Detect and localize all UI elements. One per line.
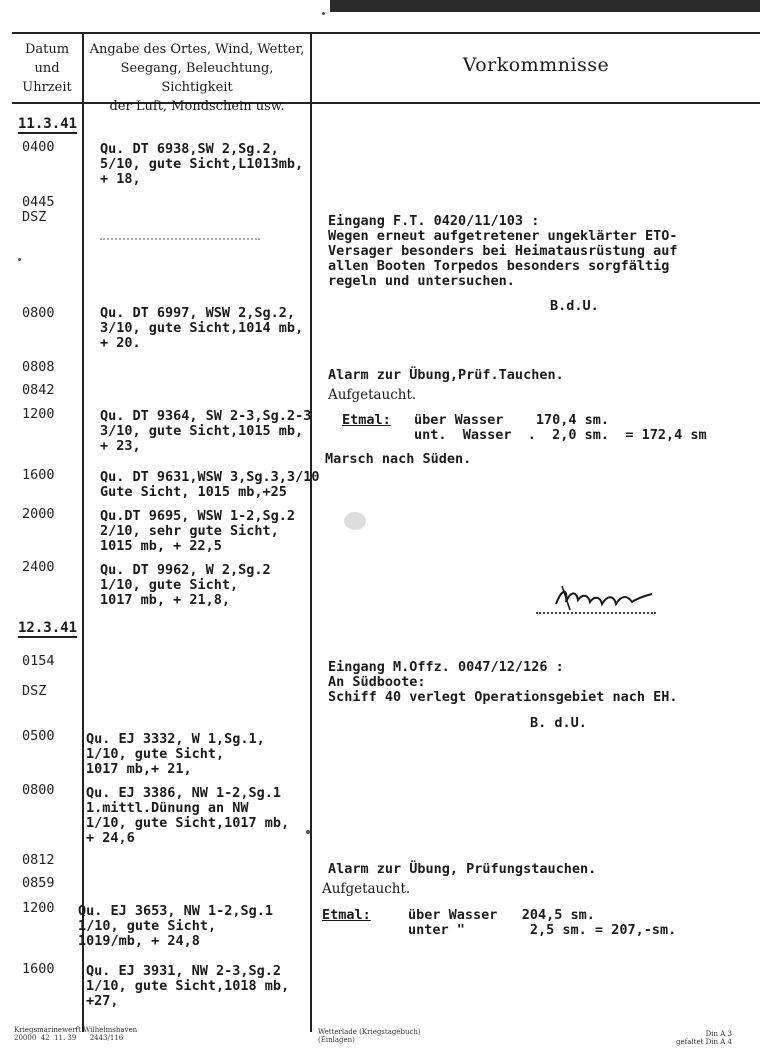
entry-time: 0800 <box>22 305 55 321</box>
event-text: Eingang M.Offz. 0047/12/126 : An Südboote: Schiff 40 verlegt Operationsgebiet nach EH. <box>328 659 678 705</box>
signature-dotted-line <box>536 612 656 614</box>
header-top-rule <box>12 32 760 34</box>
day-date: 11.3.41 <box>18 116 78 132</box>
entry-time: 0445 DSZ <box>22 194 55 225</box>
entry-time: 1200 <box>22 900 55 916</box>
event-text: Marsch nach Süden. <box>325 451 472 467</box>
entry-time: 1600 <box>22 467 55 483</box>
entry-location: Qu. DT 9631,WSW 3,Sg.3,3/10 Gute Sicht, 1015 mb,+25 <box>100 469 320 500</box>
scan-edge-shadow <box>330 0 760 12</box>
entry-time: 2000 <box>22 506 55 522</box>
scan-smudge <box>344 512 366 530</box>
event-text: Aufgetaucht. <box>322 881 411 897</box>
column-divider-1 <box>82 32 84 1032</box>
scan-speck <box>18 258 21 261</box>
header-events: Vorkommnisse <box>462 54 610 76</box>
event-signature: B. d.U. <box>530 715 587 731</box>
etmal-label: Etmal: <box>342 412 391 428</box>
column-divider-2 <box>310 32 312 1032</box>
header-date-time: Datum und Uhrzeit <box>22 42 72 95</box>
entry-time: 1600 <box>22 961 55 977</box>
entry-time: 0400 <box>22 139 55 155</box>
entry-time: 0859 <box>22 875 55 891</box>
entry-time: 2400 <box>22 559 55 575</box>
footer-form-title: Wetterlade (Kriegstagebuch) (Einlagen) <box>318 1028 421 1044</box>
etmal-text: über Wasser 204,5 sm. unter " 2,5 sm. = 207,-sm. <box>408 907 677 938</box>
footer-format: Din A 3 gefaltet Din A 4 <box>676 1030 732 1046</box>
entry-time: 0154 DSZ <box>22 653 55 699</box>
entry-location: Qu. EJ 3386, NW 1-2,Sg.1 1.mittl.Dünung an NW 1/10, gute Sicht,1017 mb, + 24,6 <box>86 785 290 846</box>
entry-time: 0812 <box>22 852 55 868</box>
etmal-label: Etmal: <box>322 907 371 923</box>
entry-location: Qu. EJ 3931, NW 2-3,Sg.2 1/10, gute Sicht,1018 mb, +27, <box>86 963 290 1009</box>
entry-location: Qu. DT 6938,SW 2,Sg.2, 5/10, gute Sicht,L​1013mb, + 18, <box>100 141 304 187</box>
header-location-weather: Angabe des Ortes, Wind, Wetter, Seegang, Beleuchtung, Sichtigkeit der Luft, Mondschein usw. <box>89 42 305 114</box>
event-text: Alarm zur Übung,Prüf.Tauchen. <box>328 367 564 383</box>
event-text: Aufgetaucht. <box>328 387 417 403</box>
entry-time: 0500 <box>22 728 55 744</box>
event-text: Eingang F.T. 0420/11/103 : Wegen erneut aufgetretener ungeklärter ETO- Versager besonders bei Heimatausrüstung auf allen Booten Torpedos besonders sorgfältig regeln und untersuchen. <box>328 213 678 289</box>
footer-printer: Kriegsmarinewerft Wilhelmshaven 20000 42 11. 39 2443/116 <box>14 1026 138 1042</box>
event-text: Alarm zur Übung, Prüfungstauchen. <box>328 861 597 877</box>
entry-time: 0842 <box>22 382 55 398</box>
entry-time: 0808 <box>22 359 55 375</box>
faint-dotted-line <box>100 238 260 240</box>
handwritten-signature <box>548 580 658 620</box>
scan-speck <box>322 12 325 15</box>
entry-location: Qu. EJ 3653, NW 1-2,Sg.1 1/10, gute Sicht, 1019/mb, + 24,8 <box>78 903 274 949</box>
entry-location: Qu. DT 9364, SW 2-3,Sg.2-3 3/10, gute Sicht,1015 mb, + 23, <box>100 408 312 454</box>
entry-location: Qu. DT 6997, WSW 2,Sg.2, 3/10, gute Sicht,1014 mb, + 20. <box>100 305 304 351</box>
entry-location: Qu. EJ 3332, W 1,Sg.1, 1/10, gute Sicht, 1017 mb,+ 21, <box>86 731 265 777</box>
event-signature: B.d.U. <box>550 298 599 314</box>
entry-time: 0800 <box>22 782 55 798</box>
entry-time: 1200 <box>22 406 55 422</box>
entry-location: Qu.DT 9695, WSW 1-2,Sg.2 2/10, sehr gute Sicht, 1015 mb, + 22,5 <box>100 508 296 554</box>
scan-speck <box>306 830 310 834</box>
etmal-text: über Wasser 170,4 sm. unt. Wasser . 2,0 sm. = 172,4 sm <box>414 412 707 443</box>
entry-location: Qu. DT 9962, W 2,Sg.2 1/10, gute Sicht, 1017 mb, + 21,8, <box>100 562 271 608</box>
day-date: 12.3.41 <box>18 620 78 636</box>
